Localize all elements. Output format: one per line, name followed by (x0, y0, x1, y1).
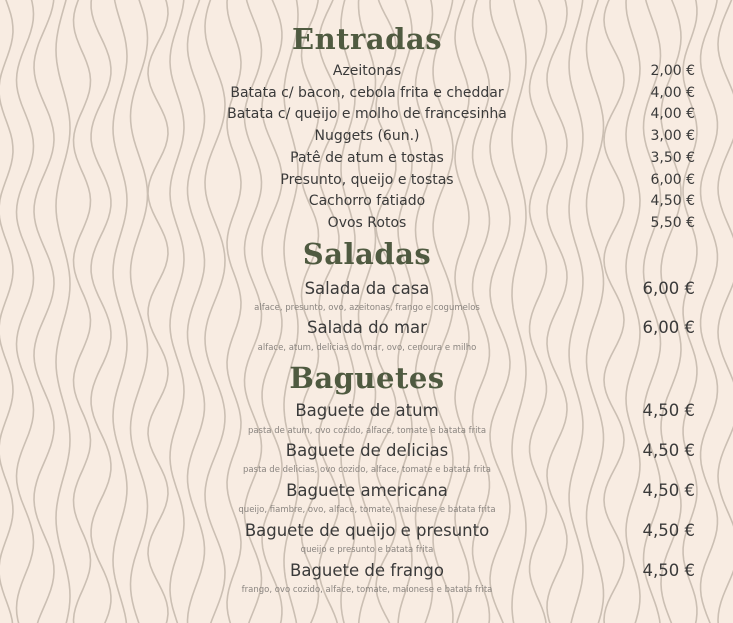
menu-item-price: 4,50 € (642, 521, 695, 540)
menu-item-name: Baguete de queijo e presunto (244, 521, 490, 540)
menu-item-name: Ovos Rotos (327, 215, 407, 231)
menu-item-name: Baguete de delicias (285, 441, 449, 460)
menu-item-price: 6,00 € (642, 318, 695, 337)
menu-item-name: Baguete de atum (295, 401, 439, 420)
menu-item-price: 3,00 € (650, 128, 695, 144)
menu-item-name: Baguete de frango (290, 561, 444, 580)
menu-item-name: Baguete americana (286, 481, 448, 500)
menu-item-price: 4,00 € (650, 85, 695, 101)
menu-item-price: 4,00 € (650, 106, 695, 122)
menu-item-price: 4,50 € (642, 441, 695, 460)
menu-item-description: pasta de atum, ovo cozido, alface, tomate e batata frita (247, 426, 487, 436)
menu-item-name: Salada do mar (307, 318, 427, 337)
menu-item-price: 4,50 € (642, 401, 695, 420)
menu-item-description: pasta de delicias, ovo cozido, alface, tomate e batata frita (243, 465, 491, 475)
menu-item-description: alface, presunto, ovo, azeitonas, frango e cogumelos (254, 303, 480, 313)
menu-item-price: 4,50 € (642, 481, 695, 500)
section-title-baguetes: Baguetes (289, 361, 445, 395)
menu-item-description: frango, ovo cozido, alface, tomate, maionese e batata frita (241, 585, 493, 595)
menu-item-name: Presunto, queijo e tostas (280, 172, 454, 188)
menu-item-name: Azeitonas (332, 63, 402, 79)
menu-item-name: Patê de atum e tostas (290, 150, 444, 166)
menu-item-description: queijo, fiambre, ovo, alface, tomate, maionese e batata frita (238, 505, 496, 515)
menu-item-price: 6,00 € (642, 279, 695, 298)
menu-item-price: 2,00 € (650, 63, 695, 79)
menu-item-name: Cachorro fatiado (308, 193, 426, 209)
menu-item-price: 4,50 € (650, 193, 695, 209)
menu-item-name: Salada da casa (304, 279, 430, 298)
menu-item-description: queijo e presunto e batata frita (300, 545, 434, 555)
menu-item-description: alface, atum, delicias do mar, ovo, cenoura e milho (257, 343, 477, 353)
menu-item-price: 4,50 € (642, 561, 695, 580)
menu-item-name: Batata c/ queijo e molho de francesinha (227, 106, 507, 122)
menu-item-price: 3,50 € (650, 150, 695, 166)
menu-item-name: Nuggets (6un.) (314, 128, 420, 144)
menu-item-price: 5,50 € (650, 215, 695, 231)
menu-item-price: 6,00 € (650, 172, 695, 188)
section-title-entradas: Entradas (291, 22, 443, 56)
section-title-saladas: Saladas (302, 237, 432, 271)
menu-item-name: Batata c/ bacon, cebola frita e cheddar (230, 85, 504, 101)
